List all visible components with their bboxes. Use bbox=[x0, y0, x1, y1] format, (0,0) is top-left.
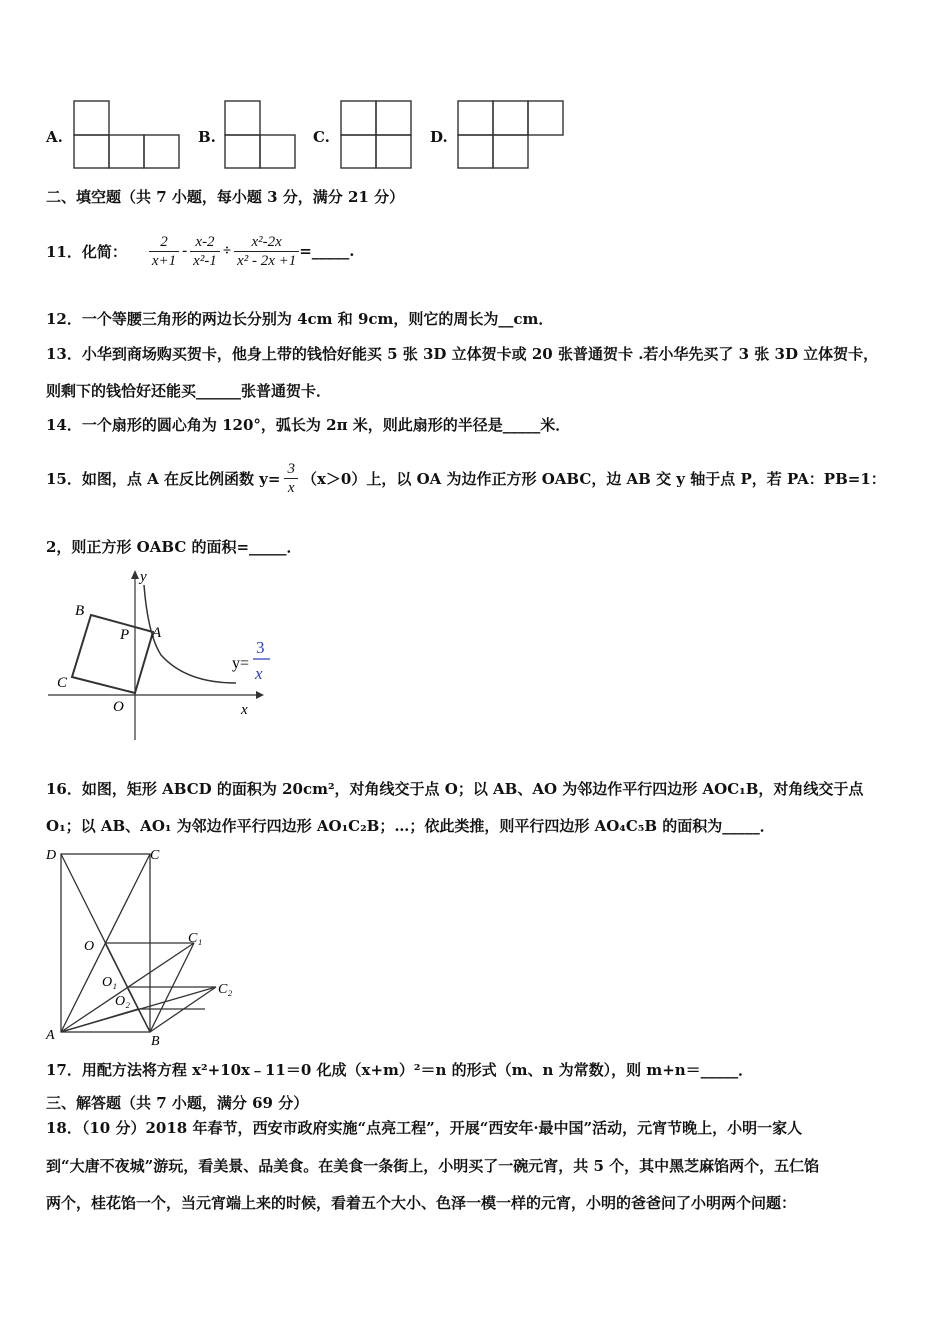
q11-fraction-1 bbox=[149, 233, 179, 270]
q11 bbox=[46, 226, 355, 276]
q11-suffix: =_____. bbox=[299, 242, 355, 260]
q15-label-a: A bbox=[152, 625, 162, 641]
q16-label-c2: C₂ bbox=[218, 982, 233, 997]
q15-frac-den: x bbox=[287, 479, 295, 496]
option-c-net bbox=[340, 100, 415, 170]
q15-eq-den: x bbox=[255, 664, 263, 683]
q15-label-o: O bbox=[113, 699, 124, 715]
option-b-net bbox=[224, 100, 299, 170]
option-c-label: C. bbox=[313, 128, 330, 146]
q11-fraction-3 bbox=[234, 233, 299, 270]
q16-label-a: A bbox=[46, 1028, 55, 1043]
q11-f2-num: x-2 bbox=[190, 233, 220, 252]
section3-heading: 三、解答题（共 7 小题，满分 69 分） bbox=[46, 1094, 309, 1112]
q11-f3-den: x² - 2x +1 bbox=[237, 252, 297, 269]
q16-line2: O₁；以 AB、AO₁ 为邻边作平行四边形 AO₁C₂B；…；依此类推，则平行四边形 AO₄C₅B 的面积为_____． bbox=[46, 817, 775, 835]
q11-f2-den: x²-1 bbox=[193, 252, 217, 269]
q18-line2: 到“大唐不夜城”游玩，看美景、品美食。在美食一条街上，小明买了一碗元宵，共 5 个，其中黑芝麻馅两个，五仁馅 bbox=[46, 1157, 820, 1175]
q16-label-o1: O₁ bbox=[102, 975, 117, 990]
q15-label-y: y bbox=[140, 569, 147, 585]
q15-eq-y: y= bbox=[232, 655, 250, 672]
section2-heading: 二、填空题（共 7 小题，每小题 3 分，满分 21 分） bbox=[46, 188, 405, 206]
q18-line3: 两个，桂花馅一个，当元宵端上来的时候，看着五个大小、色泽一模一样的元宵，小明的爸爸问了小明两个问题： bbox=[46, 1194, 797, 1212]
q15-line2: 2，则正方形 OABC 的面积=_____． bbox=[46, 538, 302, 556]
q16-line1: 16．如图，矩形 ABCD 的面积为 20cm²，对角线交于点 O；以 AB、AO 为邻边作平行四边形 AOC₁B，对角线交于点 bbox=[46, 780, 864, 798]
option-d-net bbox=[457, 100, 567, 170]
q15-label-p: P bbox=[120, 627, 130, 643]
q15-frac-num: 3 bbox=[284, 460, 298, 479]
option-b-label: B. bbox=[198, 128, 216, 146]
q15-label-x: x bbox=[241, 702, 248, 718]
q11-prefix: 11．化简： bbox=[46, 242, 127, 261]
q15-label-c: C bbox=[57, 675, 68, 691]
option-a-net bbox=[73, 100, 183, 170]
q16-label-d: D bbox=[46, 848, 57, 863]
q11-f1-den: x+1 bbox=[151, 252, 177, 269]
q15-eq-num: 3 bbox=[256, 638, 265, 657]
q16-label-o: O bbox=[84, 939, 95, 954]
q16-label-b: B bbox=[151, 1034, 160, 1048]
q15-fraction bbox=[284, 460, 298, 497]
option-d-label: D. bbox=[430, 128, 448, 146]
q15-figure bbox=[46, 565, 286, 749]
q16-label-c1: C₁ bbox=[188, 931, 203, 946]
q16-label-o2: O₂ bbox=[115, 994, 130, 1009]
q15-prefix: 15．如图，点 A 在反比例函数 y= bbox=[46, 469, 281, 488]
q11-fraction-2 bbox=[190, 233, 220, 270]
option-a-label: A. bbox=[46, 128, 63, 146]
q13-line2: 则剩下的钱恰好还能买______张普通贺卡． bbox=[46, 382, 332, 400]
q13-line1: 13．小华到商场购买贺卡，他身上带的钱恰好能买 5 张 3D 立体贺卡或 20 张普通贺卡 .若小华先买了 3 张 3D 立体贺卡， bbox=[46, 345, 879, 363]
q15-label-b: B bbox=[75, 603, 85, 619]
q16-label-c: C bbox=[150, 848, 160, 863]
q15-suffix: （x＞0）上，以 OA 为边作正方形 OABC，边 AB 交 y 轴于点 P，若 PA：PB=1： bbox=[301, 469, 886, 488]
q15 bbox=[46, 448, 886, 508]
q18-line1: 18．（10 分）2018 年春节，西安市政府实施“点亮工程”，开展“西安年·最中国”活动，元宵节晚上，小明一家人 bbox=[46, 1119, 803, 1137]
q11-div: ÷ bbox=[222, 242, 232, 259]
q12-text: 12．一个等腰三角形的两边长分别为 4cm 和 9cm，则它的周长为__cm． bbox=[46, 310, 554, 328]
q17-text: 17．用配方法将方程 x²+10x﹣11＝0 化成（x+m）²＝n 的形式（m、n 为常数），则 m+n＝_____． bbox=[46, 1061, 754, 1079]
q11-f1-num: 2 bbox=[149, 233, 179, 252]
q14-text: 14．一个扇形的圆心角为 120°，弧长为 2π 米，则此扇形的半径是_____米． bbox=[46, 416, 571, 434]
q11-f3-num: x²-2x bbox=[234, 233, 299, 252]
q11-minus: - bbox=[182, 242, 188, 259]
q16-figure bbox=[40, 843, 240, 1052]
